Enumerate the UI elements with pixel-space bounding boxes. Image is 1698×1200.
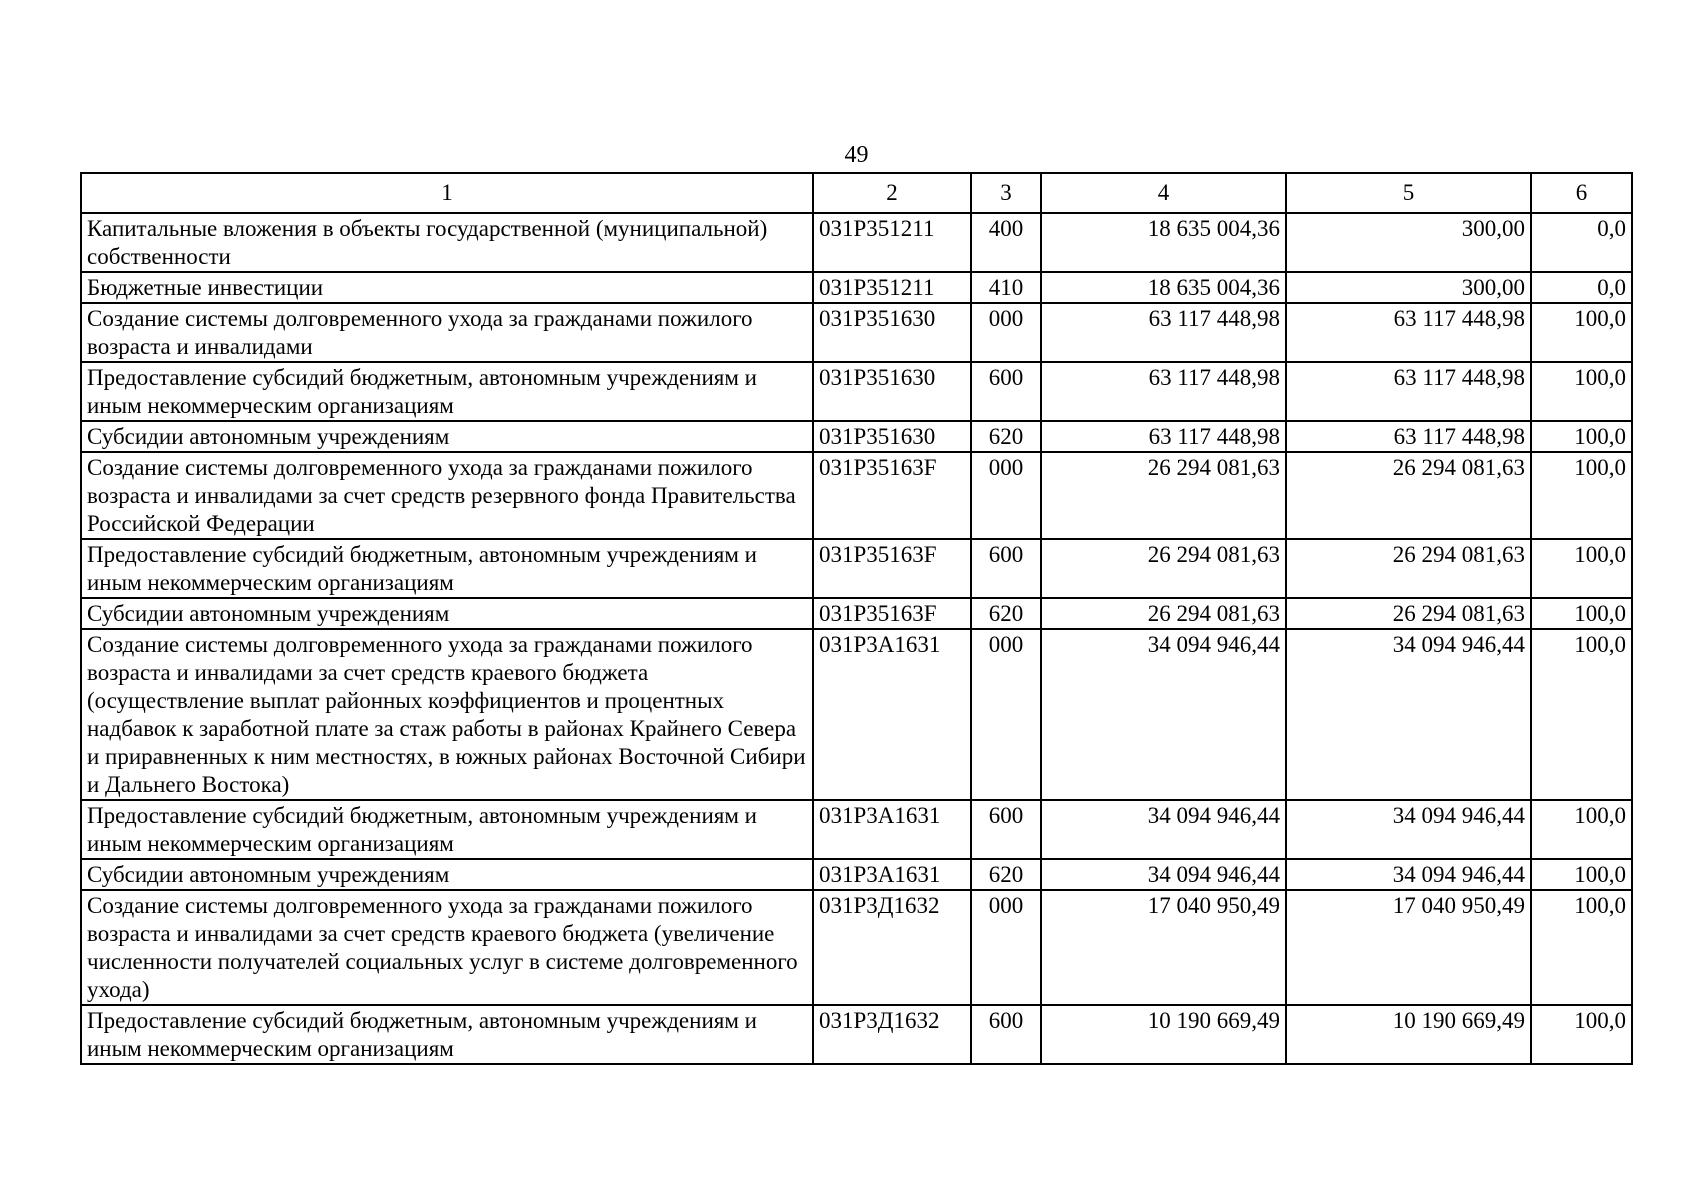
expense-name: Предоставление субсидий бюджетным, автономным учреждениям и иным некоммерческим организациям bbox=[81, 1005, 813, 1064]
executed-amount: 34 094 946,44 bbox=[1286, 629, 1531, 800]
column-header-5: 5 bbox=[1286, 173, 1531, 213]
executed-amount: 17 040 950,49 bbox=[1286, 890, 1531, 1005]
executed-amount: 63 117 448,98 bbox=[1286, 421, 1531, 452]
expense-name: Создание системы долговременного ухода за гражданами пожилого возраста и инвалидами за счет средств краевого бюджета (осуществление выплат районных коэффициентов и процентных надбавок к заработной плате за стаж работы в районах Крайнего Севера и приравненных к ним местностях, в южных районах Восточной Сибири и Дальнего Востока) bbox=[81, 629, 813, 800]
expense-type-code: 620 bbox=[971, 598, 1041, 629]
table-row bbox=[81, 598, 1632, 629]
execution-percent: 100,0 bbox=[1531, 539, 1632, 598]
planned-amount: 63 117 448,98 bbox=[1041, 421, 1286, 452]
expense-type-code: 620 bbox=[971, 859, 1041, 890]
expense-type-code: 000 bbox=[971, 452, 1041, 539]
table-row bbox=[81, 1005, 1632, 1064]
target-code: 031Р351630 bbox=[813, 421, 971, 452]
header-row bbox=[81, 173, 1632, 213]
expense-name: Предоставление субсидий бюджетным, автономным учреждениям и иным некоммерческим организациям bbox=[81, 362, 813, 421]
execution-percent: 100,0 bbox=[1531, 1005, 1632, 1064]
planned-amount: 34 094 946,44 bbox=[1041, 859, 1286, 890]
executed-amount: 34 094 946,44 bbox=[1286, 800, 1531, 859]
executed-amount: 63 117 448,98 bbox=[1286, 362, 1531, 421]
page-number: 49 bbox=[844, 142, 869, 168]
execution-percent: 100,0 bbox=[1531, 362, 1632, 421]
target-code: 031Р351630 bbox=[813, 362, 971, 421]
expense-type-code: 620 bbox=[971, 421, 1041, 452]
execution-percent: 100,0 bbox=[1531, 800, 1632, 859]
expense-name: Субсидии автономным учреждениям bbox=[81, 859, 813, 890]
planned-amount: 63 117 448,98 bbox=[1041, 362, 1286, 421]
target-code: 031Р3А1631 bbox=[813, 629, 971, 800]
table-row bbox=[81, 213, 1632, 272]
execution-percent: 100,0 bbox=[1531, 890, 1632, 1005]
executed-amount: 26 294 081,63 bbox=[1286, 598, 1531, 629]
expense-name: Капитальные вложения в объекты государственной (муниципальной) собственности bbox=[81, 213, 813, 272]
target-code: 031Р351211 bbox=[813, 213, 971, 272]
executed-amount: 34 094 946,44 bbox=[1286, 859, 1531, 890]
expense-name: Предоставление субсидий бюджетным, автономным учреждениям и иным некоммерческим организациям bbox=[81, 539, 813, 598]
planned-amount: 18 635 004,36 bbox=[1041, 272, 1286, 303]
table-row bbox=[81, 452, 1632, 539]
column-header-2: 2 bbox=[813, 173, 971, 213]
expense-name: Субсидии автономным учреждениям bbox=[81, 421, 813, 452]
planned-amount: 34 094 946,44 bbox=[1041, 800, 1286, 859]
target-code: 031Р3А1631 bbox=[813, 859, 971, 890]
executed-amount: 63 117 448,98 bbox=[1286, 303, 1531, 362]
planned-amount: 17 040 950,49 bbox=[1041, 890, 1286, 1005]
execution-percent: 100,0 bbox=[1531, 421, 1632, 452]
planned-amount: 34 094 946,44 bbox=[1041, 629, 1286, 800]
table-row bbox=[81, 859, 1632, 890]
expense-name: Субсидии автономным учреждениям bbox=[81, 598, 813, 629]
planned-amount: 26 294 081,63 bbox=[1041, 452, 1286, 539]
planned-amount: 63 117 448,98 bbox=[1041, 303, 1286, 362]
expense-type-code: 400 bbox=[971, 213, 1041, 272]
expense-type-code: 410 bbox=[971, 272, 1041, 303]
column-header-4: 4 bbox=[1041, 173, 1286, 213]
execution-percent: 0,0 bbox=[1531, 272, 1632, 303]
target-code: 031Р35163F bbox=[813, 452, 971, 539]
table-row bbox=[81, 800, 1632, 859]
table-row bbox=[81, 303, 1632, 362]
executed-amount: 26 294 081,63 bbox=[1286, 539, 1531, 598]
expense-type-code: 600 bbox=[971, 362, 1041, 421]
expense-type-code: 600 bbox=[971, 800, 1041, 859]
column-header-6: 6 bbox=[1531, 173, 1632, 213]
executed-amount: 300,00 bbox=[1286, 272, 1531, 303]
target-code: 031Р3Д1632 bbox=[813, 890, 971, 1005]
planned-amount: 18 635 004,36 bbox=[1041, 213, 1286, 272]
column-header-3: 3 bbox=[971, 173, 1041, 213]
target-code: 031Р3Д1632 bbox=[813, 1005, 971, 1064]
execution-percent: 100,0 bbox=[1531, 629, 1632, 800]
table-row bbox=[81, 629, 1632, 800]
expense-type-code: 000 bbox=[971, 303, 1041, 362]
expense-type-code: 000 bbox=[971, 629, 1041, 800]
table-row bbox=[81, 421, 1632, 452]
expense-type-code: 600 bbox=[971, 1005, 1041, 1064]
execution-percent: 100,0 bbox=[1531, 859, 1632, 890]
planned-amount: 26 294 081,63 bbox=[1041, 539, 1286, 598]
table-row bbox=[81, 890, 1632, 1005]
table-row bbox=[81, 272, 1632, 303]
planned-amount: 10 190 669,49 bbox=[1041, 1005, 1286, 1064]
execution-percent: 100,0 bbox=[1531, 598, 1632, 629]
target-code: 031Р351211 bbox=[813, 272, 971, 303]
expense-name: Создание системы долговременного ухода за гражданами пожилого возраста и инвалидами за счет средств резервного фонда Правительства Российской Федерации bbox=[81, 452, 813, 539]
expense-name: Предоставление субсидий бюджетным, автономным учреждениям и иным некоммерческим организациям bbox=[81, 800, 813, 859]
executed-amount: 10 190 669,49 bbox=[1286, 1005, 1531, 1064]
planned-amount: 26 294 081,63 bbox=[1041, 598, 1286, 629]
execution-percent: 0,0 bbox=[1531, 213, 1632, 272]
table-row bbox=[81, 362, 1632, 421]
expense-type-code: 600 bbox=[971, 539, 1041, 598]
target-code: 031Р3А1631 bbox=[813, 800, 971, 859]
execution-percent: 100,0 bbox=[1531, 303, 1632, 362]
target-code: 031Р35163F bbox=[813, 539, 971, 598]
table-row bbox=[81, 539, 1632, 598]
column-header-1: 1 bbox=[81, 173, 813, 213]
executed-amount: 300,00 bbox=[1286, 213, 1531, 272]
expense-name: Создание системы долговременного ухода за гражданами пожилого возраста и инвалидами bbox=[81, 303, 813, 362]
target-code: 031Р35163F bbox=[813, 598, 971, 629]
budget-table bbox=[80, 172, 1633, 1065]
executed-amount: 26 294 081,63 bbox=[1286, 452, 1531, 539]
execution-percent: 100,0 bbox=[1531, 452, 1632, 539]
target-code: 031Р351630 bbox=[813, 303, 971, 362]
expense-name: Бюджетные инвестиции bbox=[81, 272, 813, 303]
expense-name: Создание системы долговременного ухода за гражданами пожилого возраста и инвалидами за счет средств краевого бюджета (увеличение численности получателей социальных услуг в системе долговременного ухода) bbox=[81, 890, 813, 1005]
expense-type-code: 000 bbox=[971, 890, 1041, 1005]
